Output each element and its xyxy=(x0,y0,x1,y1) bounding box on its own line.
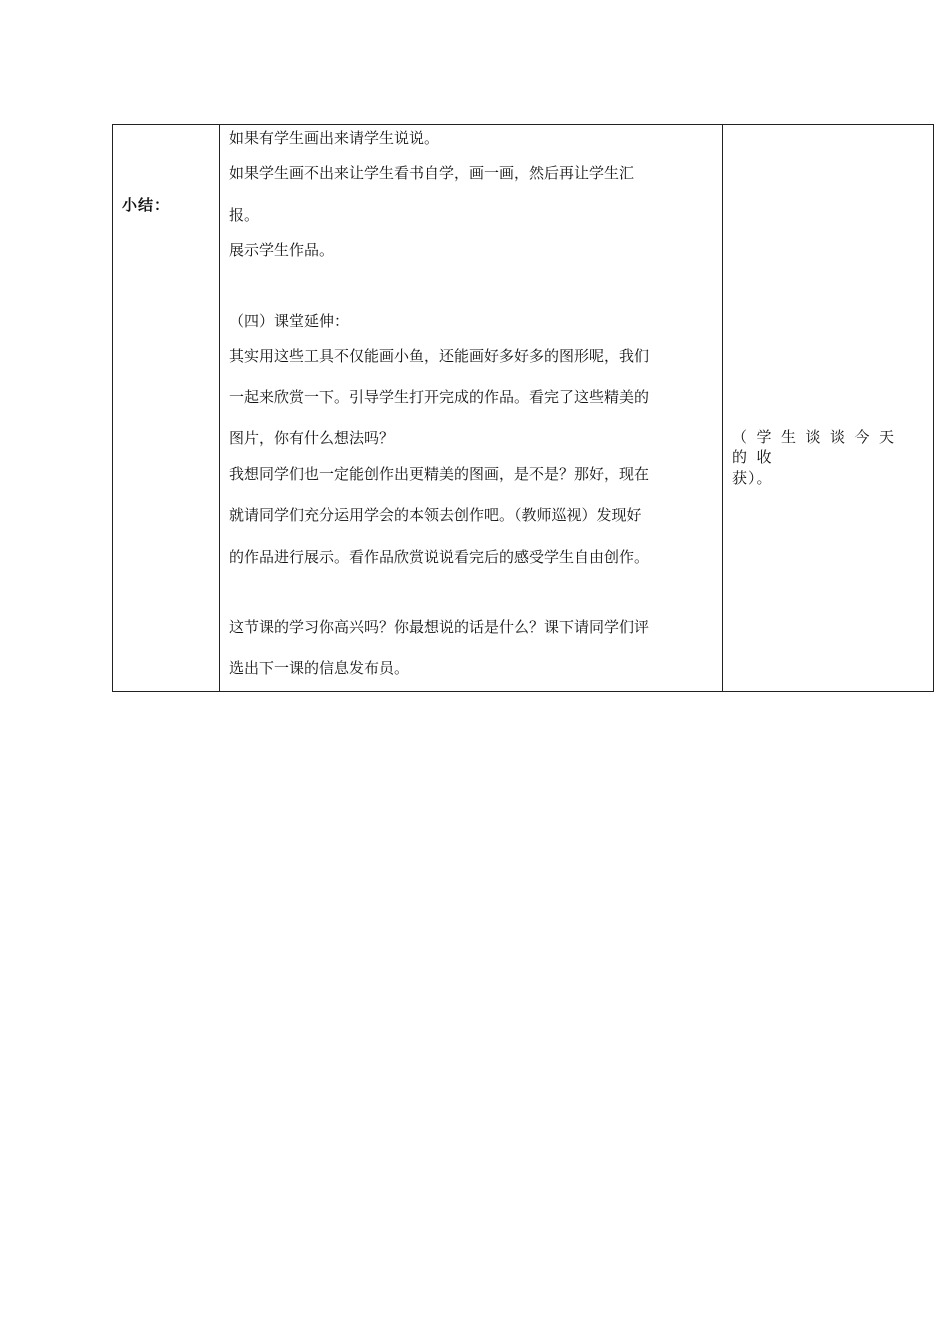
content-line: 其实用这些工具不仅能画小鱼，还能画好多好多的图形呢，我们 xyxy=(229,347,650,365)
student-activity-cell xyxy=(723,125,934,692)
summary-label: 小结： xyxy=(122,196,171,214)
content-line: 这节课的学习你高兴吗？你最想说的话是什么？课下请同学们评 xyxy=(229,618,650,636)
content-line: 图片，你有什么想法吗？ xyxy=(229,429,395,447)
content-line: 展示学生作品。 xyxy=(229,241,335,259)
section-heading: （四）课堂延伸： xyxy=(229,312,350,330)
student-activity-line: （学生谈谈今天的收 xyxy=(732,428,904,466)
content-line: 选出下一课的信息发布员。 xyxy=(229,659,410,677)
content-line: 一起来欣赏一下。引导学生打开完成的作品。看完了这些精美的 xyxy=(229,388,650,406)
content-line: 就请同学们充分运用学会的本领去创作吧。（教师巡视）发现好 xyxy=(229,506,642,524)
content-line: 如果有学生画出来请学生说说。 xyxy=(229,129,440,147)
student-activity-line: 获）。 xyxy=(732,469,773,487)
content-line: 报。 xyxy=(229,206,260,224)
content-line: 如果学生画不出来让学生看书自学，画一画，然后再让学生汇 xyxy=(229,164,635,182)
content-line: 我想同学们也一定能创作出更精美的图画，是不是？那好，现在 xyxy=(229,465,650,483)
content-cell xyxy=(220,125,723,692)
content-line: 的作品进行展示。看作品欣赏说说看完后的感受学生自由创作。 xyxy=(229,548,650,566)
